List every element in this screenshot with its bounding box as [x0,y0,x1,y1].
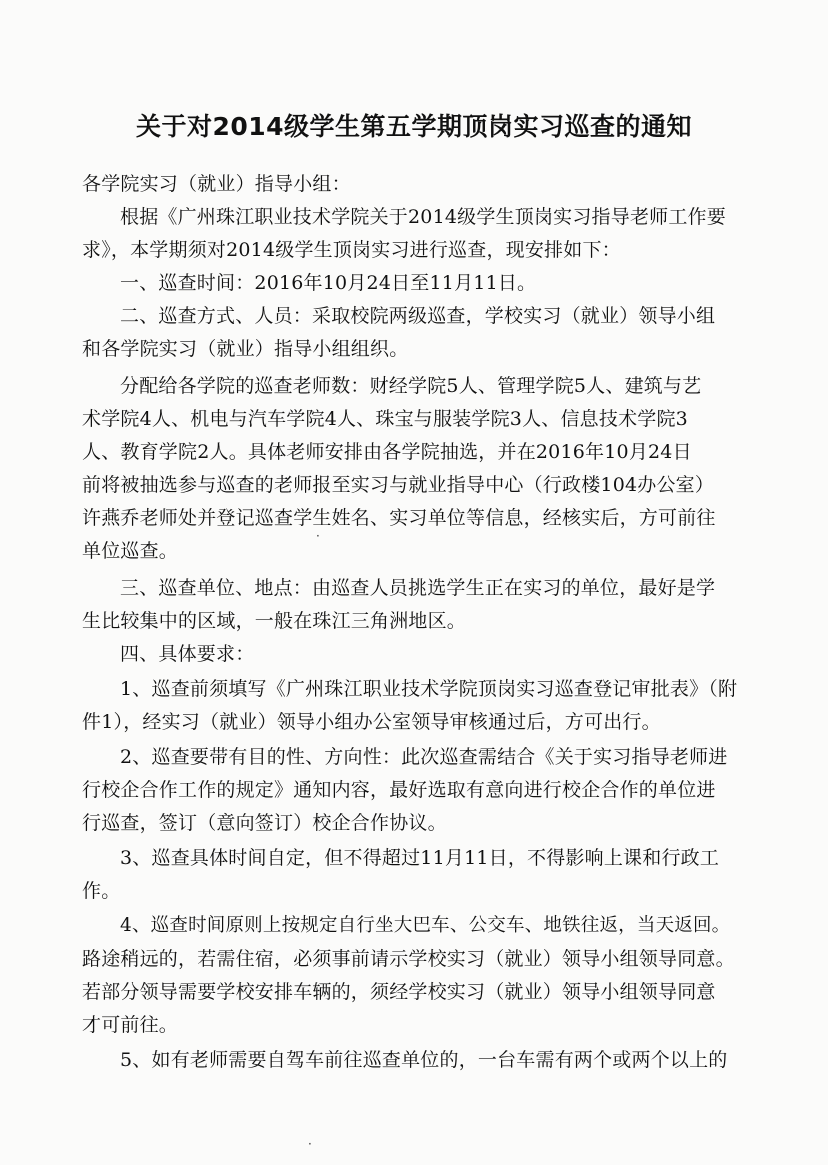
body-line: 单位巡查。 [82,540,179,562]
body-line: 4、巡查时间原则上按规定自行坐大巴车、公交车、地铁往返，当天返回。 [120,915,731,936]
body-line: 件1），经实习（就业）领导小组办公室领导审核通过后，方可出行。 [82,711,661,733]
body-line: 人、教育学院2人。具体老师安排由各学院抽选，并在2016年10月24日 [82,441,692,463]
body-line: 1、巡查前须填写《广州珠江职业技术学院顶岗实习巡查登记审批表》（附 [120,678,738,700]
body-line: 才可前往。 [82,1014,179,1036]
body-line: 和各学院实习（就业）指导小组组织。 [82,338,409,360]
body-line: 四、具体要求： [120,643,255,665]
body-line: 术学院4人、机电与汽车学院4人、珠宝与服装学院3人、信息技术学院3 [82,408,688,430]
body-line: 行巡查，签订（意向签订）校企合作协议。 [82,812,447,834]
document-title: 关于对2014级学生第五学期顶岗实习巡查的通知 [135,112,693,141]
salutation-line: 各学院实习（就业）指导小组： [82,173,351,195]
body-line: 作。 [82,880,121,902]
scan-speck: · [316,529,320,543]
body-line: 三、巡查单位、地点：由巡查人员挑选学生正在实习的单位，最好是学 [120,577,716,599]
body-line: 3、巡查具体时间自定，但不得超过11月11日，不得影响上课和行政工 [120,847,720,869]
body-line: 若部分领导需要学校安排车辆的，须经学校实习（就业）领导小组领导同意 [82,981,716,1003]
body-line: 根据《广州珠江职业技术学院关于2014级学生顶岗实习指导老师工作要 [120,206,726,228]
body-line: 5、如有老师需要自驾车前往巡查单位的，一台车需有两个或两个以上的 [120,1049,728,1071]
body-line: 一、巡查时间：2016年10月24日至11月11日。 [120,272,537,294]
body-line: 求》，本学期须对2014级学生顶岗实习进行巡查，现安排如下： [82,239,621,261]
scan-speck: · [308,1137,312,1151]
body-line: 路途稍远的，若需住宿，必须事前请示学校实习（就业）领导小组领导同意。 [82,948,735,970]
body-line: 分配给各学院的巡查老师数：财经学院5人、管理学院5人、建筑与艺 [120,375,702,397]
body-line: 2、巡查要带有目的性、方向性：此次巡查需结合《关于实习指导老师进 [120,746,728,768]
body-line: 前将被抽选参与巡查的老师报至实习与就业指导中心（行政楼104办公室） [82,474,715,496]
body-line: 二、巡查方式、人员：采取校院两级巡查，学校实习（就业）领导小组 [120,305,716,327]
body-line: 行校企合作工作的规定》通知内容，最好选取有意向进行校企合作的单位进 [82,779,716,801]
body-line: 生比较集中的区域，一般在珠江三角洲地区。 [82,610,467,632]
body-line: 许燕乔老师处并登记巡查学生姓名、实习单位等信息，经核实后，方可前往 [82,507,716,529]
